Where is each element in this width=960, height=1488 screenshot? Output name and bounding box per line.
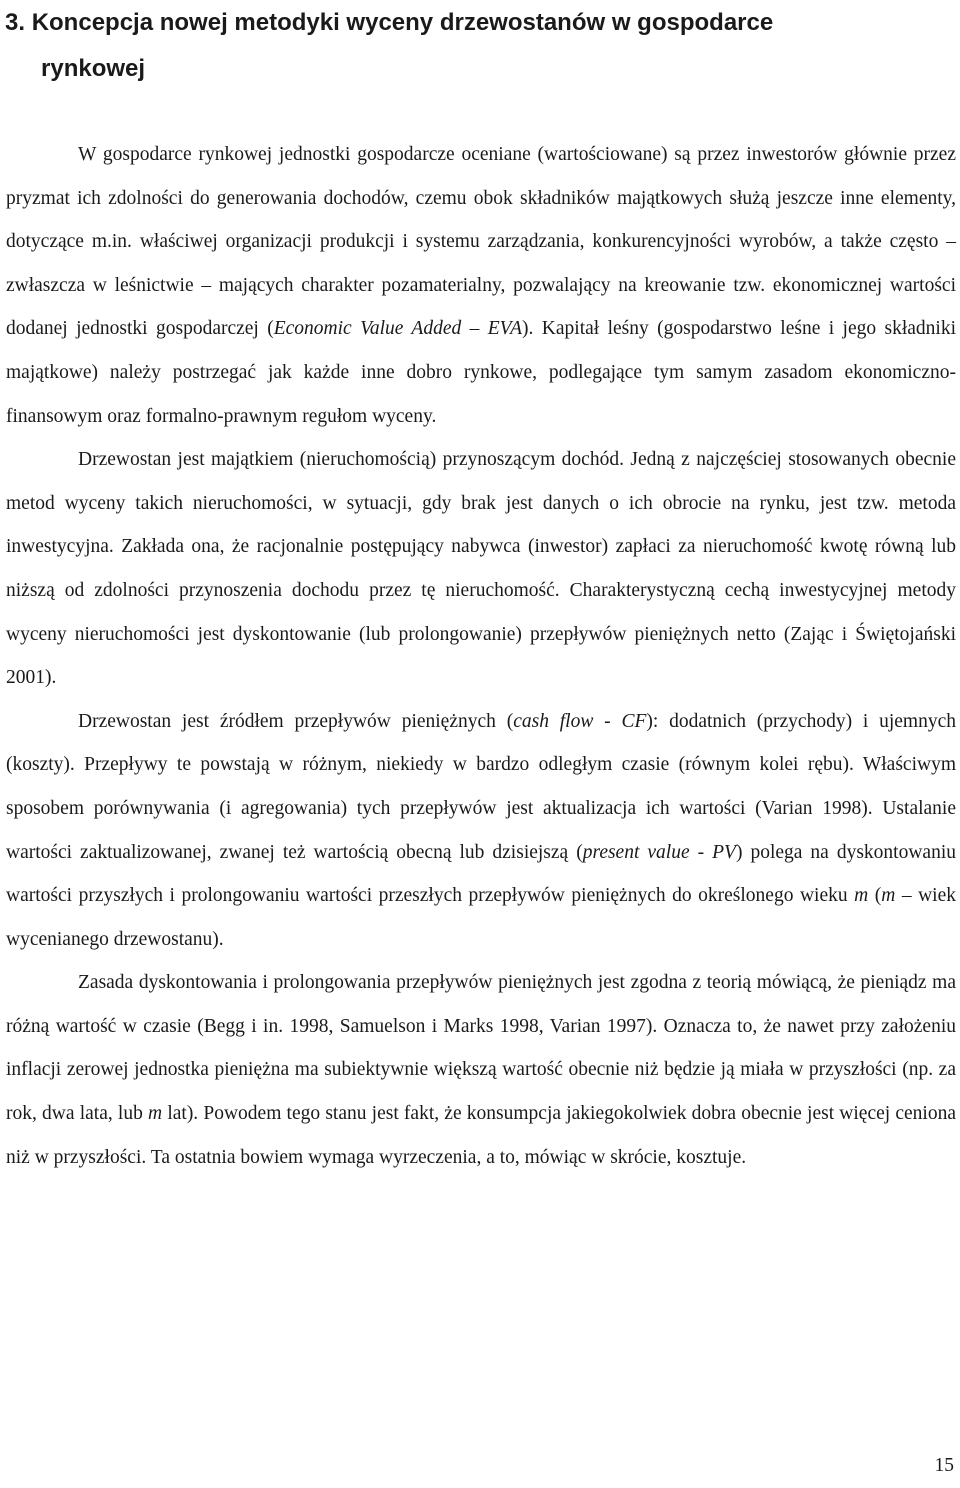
section-heading [5,0,905,92]
body-text [6,133,956,1179]
page-number: 15 [934,1455,954,1476]
paragraph-2: Drzewostan jest majątkiem (nieruchomością) przynoszącym dochód. Jedną z najczęściej stosowanych obecnie metod wyceny takich nieruchomości, w sytuacji, gdy brak jest danych o ich obrocie na rynku, jest tzw. metoda inwestycyjna. Zakłada ona, że racjonalnie postępujący nabywca (inwestor) zapłaci za nieruchomość kwotę równą lub niższą od zdolności przynoszenia dochodu przez tę nieruchomość. Charakterystyczną cechą inwestycyjnej metody wyceny nieruchomości jest dyskontowanie (lub prolongowanie) przepływów pieniężnych netto (Zając i Świętojański 2001). [6,449,956,689]
paragraph-1: W gospodarce rynkowej jednostki gospodarcze oceniane (wartościowane) są przez inwestorów głównie przez pryzmat ich zdolności do generowania dochodów, czemu obok składników majątkowych służą jeszcze inne elementy, dotyczące m.in. właściwej organizacji produkcji i systemu zarządzania, konkurencyjności wyrobów, a także często – zwłaszcza w leśnictwie – mających charakter pozamaterialny, pozwalający na kreowanie tzw. ekonomicznej wartości dodanej jednostki gospodarczej (Economic Value Added – EVA). Kapitał leśny (gospodarstwo leśne i jego składniki majątkowe) należy postrzegać jak każde inne dobro rynkowe, podlegające tym samym zasadom ekonomiczno-finansowym oraz formalno-prawnym regułom wyceny. [6,144,956,427]
paragraph-4: Zasada dyskontowania i prolongowania przepływów pieniężnych jest zgodna z teorią mówiącą, że pieniądz ma różną wartość w czasie (Begg i in. 1998, Samuelson i Marks 1998, Varian 1997). Oznacza to, że nawet przy założeniu inflacji zerowej jednostka pieniężna ma subiektywnie większą wartość obecnie niż będzie ją miała w przyszłości (np. za rok, dwa lata, lub m lat). Powodem tego stanu jest fakt, że konsumpcja jakiegokolwiek dobra obecnie jest więcej ceniona niż w przyszłości. Ta ostatnia bowiem wymaga wyrzeczenia, a to, mówiąc w skrócie, kosztuje. [6,972,956,1168]
paragraph-3: Drzewostan jest źródłem przepływów pieniężnych (cash flow - CF): dodatnich (przychody) i ujemnych (koszty). Przepływy te powstają w różnym, niekiedy w bardzo odległym czasie (równym kolei rębu). Właściwym sposobem porównywania (i agregowania) tych przepływów jest aktualizacja ich wartości (Varian 1998). Ustalanie wartości zaktualizowanej, zwanej też wartością obecną lub dzisiejszą (present value - PV) polega na dyskontowaniu wartości przyszłych i prolongowaniu wartości przeszłych przepływów pieniężnych do określonego wieku m (m – wiek wycenianego drzewostanu). [6,710,957,950]
section-number: 3. [5,9,26,36]
section-title-line1: Koncepcja nowej metodyki wyceny drzewostanów w gospodarce [31,9,774,36]
section-title-line2: rynkowej [41,55,146,82]
